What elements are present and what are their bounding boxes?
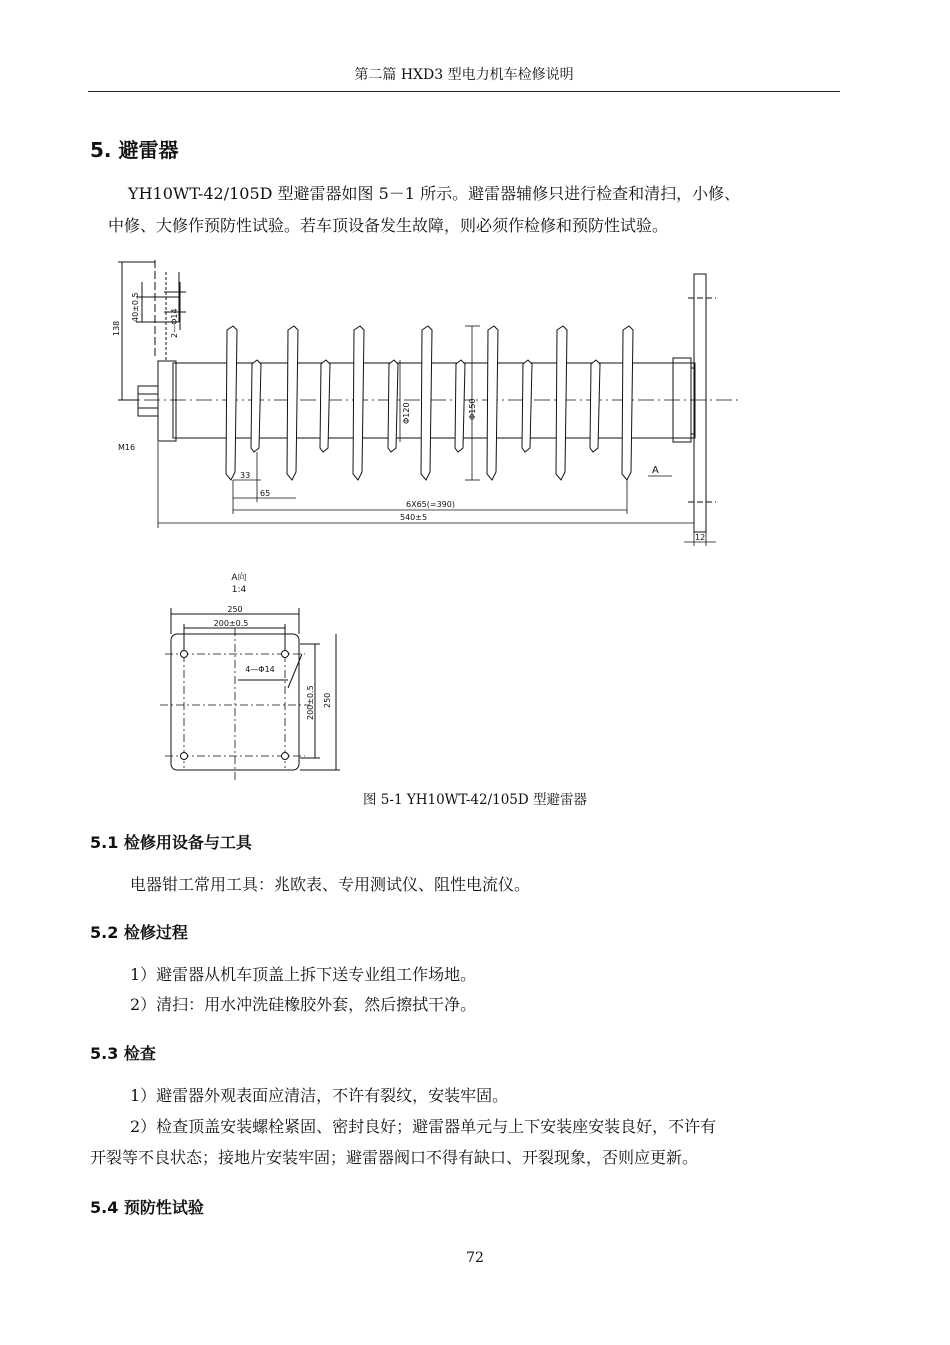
text-5-1: 电器钳工常用工具：兆欧表、专用测试仪、阻性电流仪。 [130,875,531,894]
item-5-2-2: 2）清扫：用水冲洗硅橡胶外套，然后擦拭干净。 [130,995,477,1014]
a-view-scale: 1:4 [231,585,247,595]
dim-phi150: Φ150 [468,398,477,420]
intro-line-1: YH10WT-42/105D 型避雷器如图 5－1 所示。避雷器辅修只进行检查和清扫，小修、 [128,184,741,203]
dim-holes: 4—Φ14 [245,665,275,674]
dim-33: 33 [240,471,251,480]
intro-line-2: 中修、大修作预防性试验。若车顶设备发生故障，则必须作检修和预防性试验。 [108,216,669,235]
dim-12: 12 [695,533,706,542]
dim-138: 138 [112,320,121,336]
dim-m16: M16 [118,443,136,452]
dim-40: 40±0.5 [131,292,140,322]
dim-2-holes: 2—Φ14 [170,308,179,338]
heading-5-3: 5.3 检查 [90,1044,156,1063]
view-a-marker: A [652,465,659,476]
dim-total: 540±5 [400,513,428,522]
header-rule [88,91,840,92]
a-view-title: A向 [231,573,247,583]
a-view-drawing [160,568,350,780]
dim-pitch: 6X65(=390) [406,500,455,509]
item-5-3-1: 1）避雷器外观表面应清洁，不许有裂纹，安装牢固。 [130,1086,509,1105]
page-number: 72 [466,1250,484,1266]
dim-w250: 250 [227,605,243,614]
arrester-side-view-drawing [100,252,760,552]
item-5-3-2-line1: 2）检查顶盖安装螺栓紧固、密封良好；避雷器单元与上下安装座安装良好，不许有 [130,1117,717,1136]
dim-h200: 200±0.5 [306,685,315,720]
heading-5-1: 5.1 检修用设备与工具 [90,833,252,852]
item-5-2-1: 1）避雷器从机车顶盖上拆下送专业组工作场地。 [130,965,477,984]
dim-phi120: Φ120 [402,402,411,424]
figure-caption: 图 5-1 YH10WT-42/105D 型避雷器 [363,792,587,808]
heading-5-2: 5.2 检修过程 [90,923,188,942]
running-header: 第二篇 HXD3 型电力机车检修说明 [354,67,574,83]
section-heading: 5. 避雷器 [90,138,179,162]
item-5-3-2-line2: 开裂等不良状态；接地片安装牢固；避雷器阀口不得有缺口、开裂现象，否则应更新。 [90,1148,699,1167]
dim-w200: 200±0.5 [213,619,249,628]
heading-5-4: 5.4 预防性试验 [90,1198,204,1217]
dim-h250: 250 [323,692,332,708]
dim-65: 65 [260,489,271,498]
